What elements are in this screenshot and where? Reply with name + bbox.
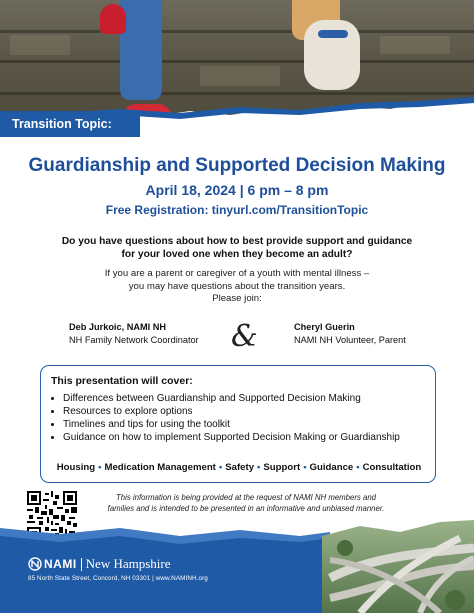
disclaimer-line: families and is intended to be presented in an informative and unbiased manner.	[107, 504, 385, 513]
list-item: • Timelines and tips for using the toolkit	[63, 418, 400, 431]
question-line: for your loved one when they become an adult?	[121, 249, 353, 260]
intro-line: If you are a parent or caregiver of a youth with mental illness –	[104, 268, 370, 279]
red-shoe	[100, 4, 126, 34]
footer-address: 85 North State Street, Concord, NH 03301 | www.NAMINH.org	[28, 575, 208, 582]
speaker-name: Cheryl Guerin	[294, 322, 355, 332]
bullet-separator: •	[98, 462, 102, 473]
speaker-1	[69, 321, 199, 347]
speaker-role: NAMI NH Volunteer, Parent	[294, 335, 406, 345]
stone	[10, 35, 70, 55]
intro-text	[60, 268, 414, 306]
shoe-stripe	[318, 30, 348, 38]
list-item: • Differences between Guardianship and Supported Decision Making	[63, 392, 400, 405]
nami-brand	[28, 556, 171, 572]
question-line: Do you have questions about how to best provide support and guidance	[61, 236, 413, 247]
stone	[200, 66, 280, 86]
bullet-separator: •	[257, 462, 261, 473]
brand-divider	[81, 558, 82, 571]
intro-line: you may have questions about the transition years.	[128, 280, 346, 292]
nami-logo-icon	[28, 557, 77, 571]
stair-edge	[0, 30, 474, 33]
speaker-2	[294, 321, 406, 347]
topic-keywords	[41, 462, 437, 473]
coverage-list	[49, 392, 400, 444]
topic-keyword: Medication Management	[104, 462, 216, 473]
topic-keyword: Housing	[56, 462, 96, 473]
registration-link[interactable]: Free Registration: tinyurl.com/TransitionTopic	[105, 203, 369, 217]
coverage-heading: This presentation will cover:	[51, 375, 193, 387]
list-item: • Resources to explore options	[63, 405, 400, 418]
speaker-name: Deb Jurkoic, NAMI NH	[69, 322, 166, 332]
topic-keyword: Consultation	[362, 462, 422, 473]
bullet-separator: •	[218, 462, 223, 473]
topic-keyword: Safety	[225, 462, 255, 473]
event-date: April 18, 2024 | 6 pm – 8 pm	[145, 182, 329, 198]
topic-keyword: Support	[263, 462, 301, 473]
speaker-role: NH Family Network Coordinator	[69, 335, 199, 345]
stone	[380, 36, 450, 54]
list-item: • Guidance on how to implement Supported Decision Making or Guardianship	[63, 431, 400, 444]
page-title: Guardianship and Supported Decision Making	[28, 155, 446, 176]
bullet-separator: •	[356, 462, 360, 473]
disclaimer-line: This information is being provided at the request of NAMI NH members and	[115, 493, 376, 502]
bullet-separator: •	[303, 462, 307, 473]
logo-text: NAMI	[44, 557, 77, 571]
ampersand-icon	[228, 318, 262, 352]
state-name: New Hampshire	[85, 556, 171, 571]
coverage-box	[40, 365, 436, 483]
svg-text:&: &	[231, 319, 258, 352]
disclaimer	[96, 492, 396, 514]
intro-question	[40, 235, 434, 261]
jeans-leg	[120, 0, 162, 100]
stair-edge	[0, 60, 474, 63]
topic-label: Transition Topic:	[0, 111, 140, 137]
topic-keyword: Guidance	[309, 462, 354, 473]
intro-line: Please join:	[212, 293, 262, 304]
